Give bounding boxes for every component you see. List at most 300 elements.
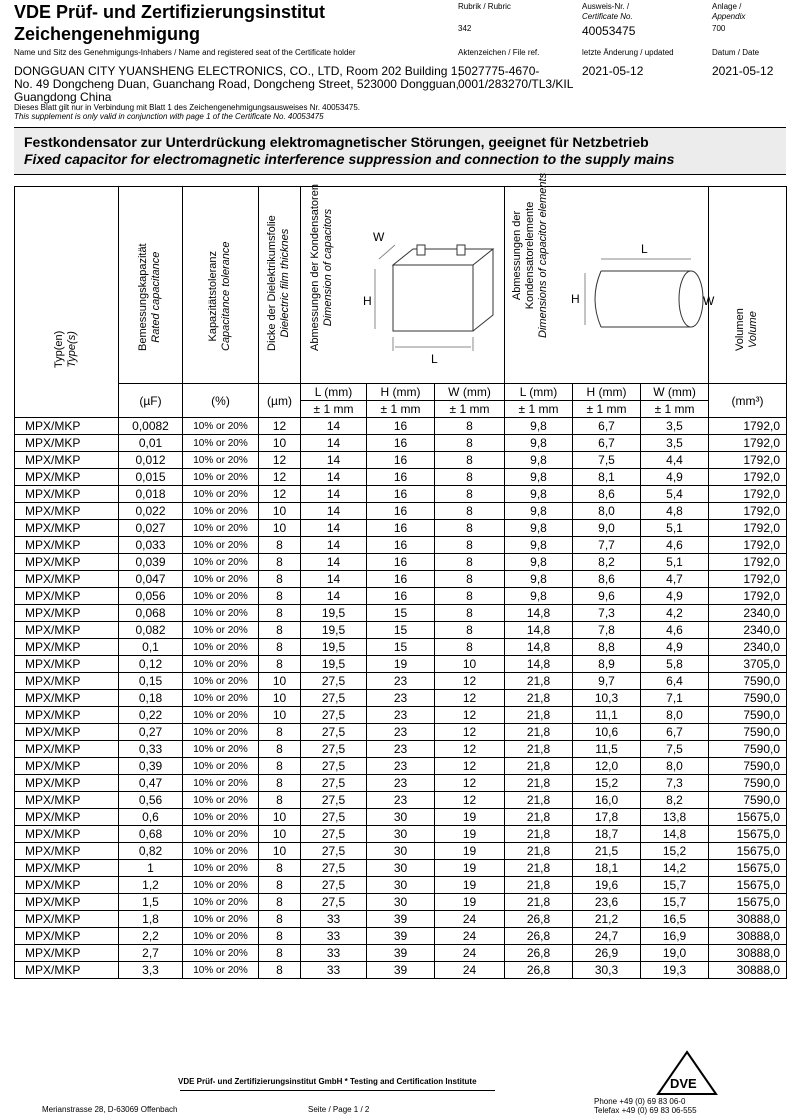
cell-element-width: 15,7 xyxy=(641,894,709,911)
dimel-header: Abmessungen der Kondensatorelemente Dimensions of capacitor elements L H W xyxy=(505,187,709,384)
cell-tolerance: 10% or 20% xyxy=(183,741,259,758)
table-row xyxy=(15,911,787,928)
cell-capacitance: 0,047 xyxy=(119,571,183,588)
cell-tolerance: 10% or 20% xyxy=(183,690,259,707)
cell-element-length: 26,8 xyxy=(505,911,573,928)
cell-type: MPX/MKP xyxy=(15,639,119,656)
cell-element-length: 9,8 xyxy=(505,520,573,537)
cell-cap-width: 12 xyxy=(435,741,505,758)
cell-cap-height: 16 xyxy=(367,435,435,452)
cell-capacitance: 1,5 xyxy=(119,894,183,911)
cell-cap-height: 19 xyxy=(367,656,435,673)
cell-capacitance: 0,056 xyxy=(119,588,183,605)
cell-element-height: 26,9 xyxy=(573,945,641,962)
cell-cap-length: 33 xyxy=(301,962,367,979)
cell-cap-height: 16 xyxy=(367,452,435,469)
cell-volume: 1792,0 xyxy=(709,418,787,435)
cell-cap-height: 23 xyxy=(367,724,435,741)
cell-capacitance: 0,12 xyxy=(119,656,183,673)
cell-element-length: 26,8 xyxy=(505,962,573,979)
cell-film-thickness: 8 xyxy=(259,945,301,962)
cell-cap-height: 16 xyxy=(367,554,435,571)
cell-film-thickness: 8 xyxy=(259,639,301,656)
cell-element-width: 4,7 xyxy=(641,571,709,588)
cell-element-length: 9,8 xyxy=(505,588,573,605)
cell-element-width: 4,9 xyxy=(641,639,709,656)
cell-volume: 15675,0 xyxy=(709,826,787,843)
el-H-unit: H (mm) xyxy=(573,384,641,401)
cell-cap-height: 30 xyxy=(367,843,435,860)
cell-film-thickness: 12 xyxy=(259,452,301,469)
cell-tolerance: 10% or 20% xyxy=(183,435,259,452)
tolerance-note: ± 1 mm xyxy=(573,401,641,418)
cell-tolerance: 10% or 20% xyxy=(183,758,259,775)
cell-cap-length: 27,5 xyxy=(301,758,367,775)
cell-cap-height: 16 xyxy=(367,571,435,588)
cell-film-thickness: 12 xyxy=(259,469,301,486)
doc-title-line1: VDE Prüf- und Zertifizierungsinstitut xyxy=(14,2,325,22)
table-row xyxy=(15,928,787,945)
footer-fax: Telefax +49 (0) 69 83 06-555 xyxy=(594,1106,697,1115)
cell-capacitance: 0,6 xyxy=(119,809,183,826)
file-ref-line1: 5027775-4670- xyxy=(458,64,540,78)
cell-element-height: 7,7 xyxy=(573,537,641,554)
cell-cap-height: 39 xyxy=(367,962,435,979)
tolerance-note: ± 1 mm xyxy=(435,401,505,418)
cell-element-width: 4,6 xyxy=(641,537,709,554)
cell-cap-width: 12 xyxy=(435,724,505,741)
footer-phone: Phone +49 (0) 69 83 06-0 xyxy=(594,1097,686,1106)
table-row xyxy=(15,707,787,724)
svg-text:H: H xyxy=(363,294,372,308)
cell-tolerance: 10% or 20% xyxy=(183,537,259,554)
cell-volume: 7590,0 xyxy=(709,758,787,775)
cell-volume: 1792,0 xyxy=(709,571,787,588)
cell-element-height: 8,1 xyxy=(573,469,641,486)
table-row xyxy=(15,656,787,673)
cell-cap-height: 16 xyxy=(367,520,435,537)
cell-element-height: 7,5 xyxy=(573,452,641,469)
table-row xyxy=(15,554,787,571)
cell-element-length: 9,8 xyxy=(505,554,573,571)
cell-element-length: 21,8 xyxy=(505,775,573,792)
cell-element-width: 4,9 xyxy=(641,588,709,605)
cell-capacitance: 0,082 xyxy=(119,622,183,639)
cell-cap-length: 27,5 xyxy=(301,843,367,860)
cell-type: MPX/MKP xyxy=(15,928,119,945)
table-row xyxy=(15,673,787,690)
cell-tolerance: 10% or 20% xyxy=(183,520,259,537)
cell-volume: 1792,0 xyxy=(709,503,787,520)
cell-type: MPX/MKP xyxy=(15,622,119,639)
cell-cap-length: 27,5 xyxy=(301,877,367,894)
cell-capacitance: 0,27 xyxy=(119,724,183,741)
cell-cap-length: 33 xyxy=(301,911,367,928)
cell-element-length: 21,8 xyxy=(505,877,573,894)
product-heading xyxy=(14,127,786,175)
cell-cap-length: 14 xyxy=(301,418,367,435)
cell-film-thickness: 10 xyxy=(259,503,301,520)
cell-film-thickness: 8 xyxy=(259,588,301,605)
cell-type: MPX/MKP xyxy=(15,826,119,843)
cell-cap-height: 23 xyxy=(367,741,435,758)
cell-tolerance: 10% or 20% xyxy=(183,945,259,962)
cell-element-height: 30,3 xyxy=(573,962,641,979)
cell-film-thickness: 8 xyxy=(259,622,301,639)
cell-element-width: 4,6 xyxy=(641,622,709,639)
cell-element-width: 16,5 xyxy=(641,911,709,928)
table-row xyxy=(15,945,787,962)
cell-element-height: 23,6 xyxy=(573,894,641,911)
cell-element-length: 21,8 xyxy=(505,894,573,911)
cell-type: MPX/MKP xyxy=(15,571,119,588)
cell-type: MPX/MKP xyxy=(15,588,119,605)
cell-element-width: 15,7 xyxy=(641,877,709,894)
cell-type: MPX/MKP xyxy=(15,758,119,775)
el-W-unit: W (mm) xyxy=(641,384,709,401)
cell-capacitance: 0,022 xyxy=(119,503,183,520)
cell-volume: 1792,0 xyxy=(709,554,787,571)
cell-element-height: 16,0 xyxy=(573,792,641,809)
cell-cap-height: 30 xyxy=(367,877,435,894)
table-row xyxy=(15,639,787,656)
cell-film-thickness: 8 xyxy=(259,860,301,877)
cell-capacitance: 0,033 xyxy=(119,537,183,554)
cell-element-height: 8,2 xyxy=(573,554,641,571)
cell-cap-height: 23 xyxy=(367,775,435,792)
cell-element-length: 26,8 xyxy=(505,945,573,962)
svg-text:H: H xyxy=(571,292,580,306)
cell-element-width: 19,0 xyxy=(641,945,709,962)
certificate-value: 40053475 xyxy=(582,24,636,38)
cell-cap-length: 14 xyxy=(301,554,367,571)
cell-capacitance: 0,015 xyxy=(119,469,183,486)
cell-film-thickness: 8 xyxy=(259,894,301,911)
cell-volume: 15675,0 xyxy=(709,843,787,860)
table-row xyxy=(15,860,787,877)
cell-cap-length: 14 xyxy=(301,452,367,469)
cell-volume: 2340,0 xyxy=(709,639,787,656)
cell-capacitance: 0,039 xyxy=(119,554,183,571)
cell-tolerance: 10% or 20% xyxy=(183,639,259,656)
appendix-label: Appendix xyxy=(712,12,746,21)
table-row xyxy=(15,843,787,860)
cell-element-length: 9,8 xyxy=(505,537,573,554)
svg-text:L: L xyxy=(641,242,648,256)
cell-tolerance: 10% or 20% xyxy=(183,503,259,520)
table-row xyxy=(15,826,787,843)
cell-capacitance: 0,1 xyxy=(119,639,183,656)
cell-cap-width: 8 xyxy=(435,486,505,503)
cell-cap-length: 14 xyxy=(301,503,367,520)
cell-film-thickness: 8 xyxy=(259,911,301,928)
cell-volume: 30888,0 xyxy=(709,945,787,962)
cell-cap-length: 33 xyxy=(301,928,367,945)
cell-cap-width: 12 xyxy=(435,775,505,792)
cell-cap-width: 10 xyxy=(435,656,505,673)
cell-volume: 1792,0 xyxy=(709,588,787,605)
cell-volume: 7590,0 xyxy=(709,741,787,758)
cell-element-length: 14,8 xyxy=(505,639,573,656)
cell-type: MPX/MKP xyxy=(15,741,119,758)
cell-cap-width: 8 xyxy=(435,622,505,639)
cell-type: MPX/MKP xyxy=(15,486,119,503)
table-row xyxy=(15,435,787,452)
cell-type: MPX/MKP xyxy=(15,673,119,690)
cell-film-thickness: 10 xyxy=(259,809,301,826)
heading-en: Fixed capacitor for electromagnetic interference suppression and connection to the supply mains xyxy=(24,151,675,167)
cell-capacitance: 2,7 xyxy=(119,945,183,962)
cell-element-width: 6,4 xyxy=(641,673,709,690)
table-row xyxy=(15,469,787,486)
cell-element-width: 5,4 xyxy=(641,486,709,503)
cell-film-thickness: 10 xyxy=(259,707,301,724)
cell-cap-width: 19 xyxy=(435,860,505,877)
cell-element-width: 15,2 xyxy=(641,843,709,860)
cell-type: MPX/MKP xyxy=(15,537,119,554)
cell-cap-width: 8 xyxy=(435,639,505,656)
cell-capacitance: 0,82 xyxy=(119,843,183,860)
cell-cap-width: 8 xyxy=(435,520,505,537)
cell-element-height: 12,0 xyxy=(573,758,641,775)
cell-element-height: 21,2 xyxy=(573,911,641,928)
cell-element-width: 7,3 xyxy=(641,775,709,792)
cell-cap-height: 30 xyxy=(367,860,435,877)
table-row xyxy=(15,758,787,775)
cell-tolerance: 10% or 20% xyxy=(183,877,259,894)
cell-capacitance: 0,027 xyxy=(119,520,183,537)
cell-type: MPX/MKP xyxy=(15,775,119,792)
capacitor-box-diagram xyxy=(335,227,505,367)
cell-volume: 2340,0 xyxy=(709,605,787,622)
cell-capacitance: 0,68 xyxy=(119,826,183,843)
cell-element-length: 21,8 xyxy=(505,673,573,690)
cell-film-thickness: 10 xyxy=(259,826,301,843)
cell-cap-width: 24 xyxy=(435,928,505,945)
cell-tolerance: 10% or 20% xyxy=(183,418,259,435)
footer-address: Merianstrasse 28, D-63069 Offenbach xyxy=(42,1105,178,1114)
cell-cap-width: 8 xyxy=(435,554,505,571)
dimcap-header: Abmessungen der Kondensatoren Dimension of capacitors W H L xyxy=(301,187,505,384)
element-cylinder-diagram xyxy=(561,237,715,347)
cell-tolerance: 10% or 20% xyxy=(183,894,259,911)
table-row xyxy=(15,571,787,588)
cell-element-width: 7,5 xyxy=(641,741,709,758)
cell-element-height: 11,5 xyxy=(573,741,641,758)
cell-cap-height: 16 xyxy=(367,418,435,435)
file-ref-line2: 0001/283270/TL3/KIL xyxy=(458,77,574,91)
cell-film-thickness: 8 xyxy=(259,962,301,979)
holder-line1: DONGGUAN CITY YUANSHENG ELECTRONICS, CO., LTD, Room 202 Building 1, xyxy=(14,64,461,78)
cell-cap-height: 39 xyxy=(367,945,435,962)
cell-element-length: 21,8 xyxy=(505,707,573,724)
cell-cap-width: 12 xyxy=(435,673,505,690)
cell-volume: 1792,0 xyxy=(709,435,787,452)
cell-film-thickness: 10 xyxy=(259,843,301,860)
cell-cap-width: 8 xyxy=(435,469,505,486)
cell-film-thickness: 8 xyxy=(259,758,301,775)
table-row xyxy=(15,520,787,537)
cell-cap-length: 14 xyxy=(301,486,367,503)
cell-cap-width: 8 xyxy=(435,503,505,520)
cell-film-thickness: 8 xyxy=(259,554,301,571)
table-row xyxy=(15,486,787,503)
cell-type: MPX/MKP xyxy=(15,792,119,809)
cell-cap-width: 19 xyxy=(435,809,505,826)
cell-volume: 7590,0 xyxy=(709,707,787,724)
cell-element-height: 11,1 xyxy=(573,707,641,724)
doc-title-line2: Zeichengenehmigung xyxy=(14,24,201,44)
unit-film: (µm) xyxy=(259,384,301,418)
cell-capacitance: 0,068 xyxy=(119,605,183,622)
cell-film-thickness: 12 xyxy=(259,486,301,503)
cell-cap-width: 8 xyxy=(435,588,505,605)
cell-film-thickness: 8 xyxy=(259,605,301,622)
cell-element-height: 18,7 xyxy=(573,826,641,843)
tolerance-note: ± 1 mm xyxy=(641,401,709,418)
table-row xyxy=(15,503,787,520)
unit-tol: (%) xyxy=(183,384,259,418)
cell-cap-length: 27,5 xyxy=(301,690,367,707)
cell-volume: 30888,0 xyxy=(709,962,787,979)
file-ref-label: Aktenzeichen / File ref. xyxy=(458,48,540,57)
table-row xyxy=(15,894,787,911)
table-row xyxy=(15,809,787,826)
table-row xyxy=(15,605,787,622)
table-row xyxy=(15,741,787,758)
cell-capacitance: 0,018 xyxy=(119,486,183,503)
svg-text:L: L xyxy=(431,352,438,366)
cell-cap-length: 27,5 xyxy=(301,741,367,758)
cap-H-unit: H (mm) xyxy=(367,384,435,401)
cell-element-length: 21,8 xyxy=(505,860,573,877)
cell-element-width: 3,5 xyxy=(641,435,709,452)
cap-header: Bemessungskapazität Rated capacitance xyxy=(119,187,183,384)
cell-cap-length: 19,5 xyxy=(301,656,367,673)
cell-cap-width: 8 xyxy=(435,537,505,554)
cell-element-width: 7,1 xyxy=(641,690,709,707)
cell-tolerance: 10% or 20% xyxy=(183,809,259,826)
type-header: Typ(en) Type(s) xyxy=(15,187,119,418)
cell-element-height: 18,1 xyxy=(573,860,641,877)
cell-element-width: 8,0 xyxy=(641,707,709,724)
footer-page: Seite / Page 1 / 2 xyxy=(308,1105,370,1114)
cell-type: MPX/MKP xyxy=(15,605,119,622)
cell-volume: 2340,0 xyxy=(709,622,787,639)
cell-element-height: 9,6 xyxy=(573,588,641,605)
cell-capacitance: 0,33 xyxy=(119,741,183,758)
cell-cap-length: 19,5 xyxy=(301,622,367,639)
vde-logo xyxy=(656,1050,718,1096)
cell-element-height: 7,8 xyxy=(573,622,641,639)
cell-type: MPX/MKP xyxy=(15,860,119,877)
cell-film-thickness: 8 xyxy=(259,741,301,758)
cell-element-width: 5,1 xyxy=(641,554,709,571)
cell-cap-length: 27,5 xyxy=(301,860,367,877)
cell-tolerance: 10% or 20% xyxy=(183,962,259,979)
cell-tolerance: 10% or 20% xyxy=(183,928,259,945)
rubric-value: 342 xyxy=(458,24,472,33)
cell-cap-length: 19,5 xyxy=(301,639,367,656)
cell-element-length: 21,8 xyxy=(505,826,573,843)
cell-element-height: 6,7 xyxy=(573,435,641,452)
cell-film-thickness: 8 xyxy=(259,877,301,894)
cell-cap-width: 24 xyxy=(435,945,505,962)
cell-film-thickness: 10 xyxy=(259,673,301,690)
cell-cap-height: 39 xyxy=(367,928,435,945)
cell-element-height: 10,6 xyxy=(573,724,641,741)
tolerance-note: ± 1 mm xyxy=(367,401,435,418)
cell-cap-length: 27,5 xyxy=(301,724,367,741)
cell-cap-height: 16 xyxy=(367,537,435,554)
unit-vol: (mm³) xyxy=(709,384,787,418)
cell-capacitance: 1,8 xyxy=(119,911,183,928)
heading-de: Festkondensator zur Unterdrückung elektromagnetischer Störungen, geeignet für Netzbetrieb xyxy=(24,134,649,150)
cell-tolerance: 10% or 20% xyxy=(183,469,259,486)
cell-capacitance: 0,22 xyxy=(119,707,183,724)
cell-element-length: 9,8 xyxy=(505,469,573,486)
cell-element-length: 14,8 xyxy=(505,605,573,622)
cell-type: MPX/MKP xyxy=(15,809,119,826)
cell-tolerance: 10% or 20% xyxy=(183,605,259,622)
cell-element-height: 6,7 xyxy=(573,418,641,435)
cell-tolerance: 10% or 20% xyxy=(183,554,259,571)
date-value: 2021-05-12 xyxy=(712,64,774,78)
cell-film-thickness: 8 xyxy=(259,724,301,741)
cell-film-thickness: 8 xyxy=(259,656,301,673)
cell-cap-width: 8 xyxy=(435,435,505,452)
cell-cap-width: 12 xyxy=(435,690,505,707)
holder-line2: No. 49 Dongcheng Duan, Guanchang Road, Dongcheng Street, 523000 Dongguan, xyxy=(14,77,459,91)
cell-volume: 15675,0 xyxy=(709,860,787,877)
tolerance-note: ± 1 mm xyxy=(301,401,367,418)
cap-L-unit: L (mm) xyxy=(301,384,367,401)
supplement-en: This supplement is only valid in conjunction with page 1 of the Certificate No. 40053475 xyxy=(14,112,324,121)
cell-tolerance: 10% or 20% xyxy=(183,486,259,503)
cell-cap-height: 23 xyxy=(367,792,435,809)
cell-element-height: 8,8 xyxy=(573,639,641,656)
cell-tolerance: 10% or 20% xyxy=(183,588,259,605)
updated-label: letzte Änderung / updated xyxy=(582,48,674,57)
cell-type: MPX/MKP xyxy=(15,707,119,724)
cell-film-thickness: 10 xyxy=(259,520,301,537)
holder-line3: Guangdong China xyxy=(14,90,112,104)
cell-cap-width: 12 xyxy=(435,707,505,724)
cell-tolerance: 10% or 20% xyxy=(183,622,259,639)
cell-cap-width: 19 xyxy=(435,826,505,843)
svg-text:W: W xyxy=(373,230,385,244)
rubric-label: Rubrik / Rubric xyxy=(458,2,511,11)
cell-volume: 1792,0 xyxy=(709,520,787,537)
cell-element-length: 21,8 xyxy=(505,724,573,741)
cell-cap-length: 14 xyxy=(301,435,367,452)
cell-cap-height: 30 xyxy=(367,809,435,826)
certificate-label: Certificate No. xyxy=(582,12,633,21)
date-label: Datum / Date xyxy=(712,48,760,57)
cell-cap-width: 8 xyxy=(435,571,505,588)
updated-value: 2021-05-12 xyxy=(582,64,644,78)
cell-element-width: 3,5 xyxy=(641,418,709,435)
cell-volume: 7590,0 xyxy=(709,775,787,792)
table-row xyxy=(15,724,787,741)
tolerance-note: ± 1 mm xyxy=(505,401,573,418)
cell-element-length: 9,8 xyxy=(505,435,573,452)
cell-cap-length: 27,5 xyxy=(301,673,367,690)
cell-film-thickness: 8 xyxy=(259,537,301,554)
cell-cap-height: 23 xyxy=(367,673,435,690)
cell-tolerance: 10% or 20% xyxy=(183,707,259,724)
cell-cap-height: 15 xyxy=(367,639,435,656)
